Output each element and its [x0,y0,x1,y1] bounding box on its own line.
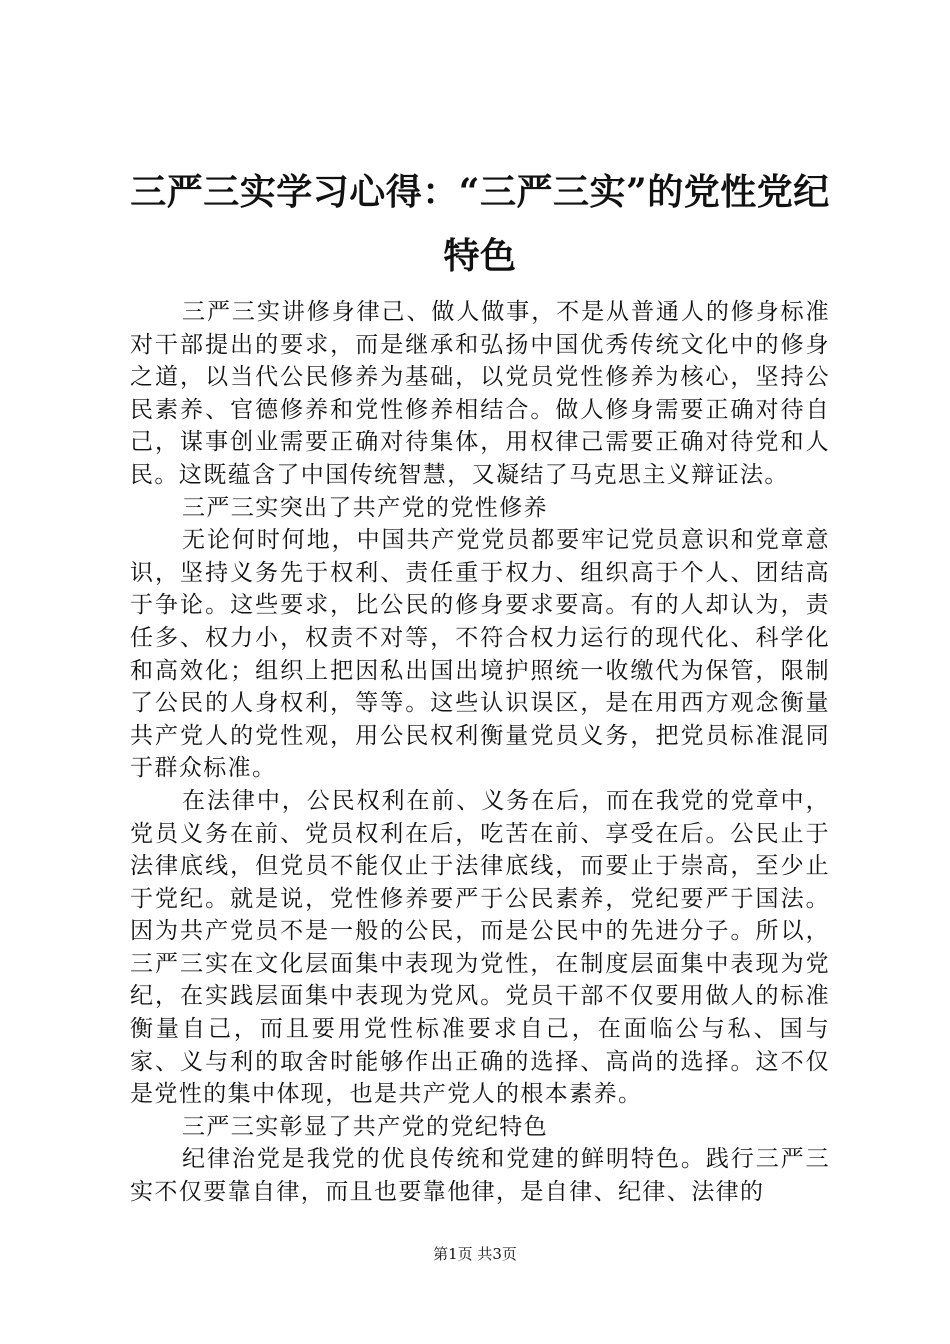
paragraph-law-and-discipline: 在法律中，公民权利在前、义务在后，而在我党的党章中，党员义务在前、党员权利在后，吃苦在前、享受在后。公民止于法律底线，但党员不能仅止于法律底线，而要止于崇高，至少止于党纪。就是说，党性修养要严于公民素养，党纪要严于国法。因为共产党员不是一般的公民，而是公民中的先进分子。所以，三严三实在文化层面集中表现为党性，在制度层面集中表现为党纪，在实践层面集中表现为党风。党员干部不仅要用做人的标准衡量自己，而且要用党性标准要求自己，在面临公与私、国与家、义与利的取舍时能够作出正确的选择、高尚的选择。这不仅是党性的集中体现，也是共产党人的根本素养。 [130,787,830,1108]
paragraph-discipline: 纪律治党是我党的优良传统和党建的鲜明特色。践行三严三实不仅要靠自律，而且也要靠他律，是自律、纪律、法律的 [130,1146,830,1206]
page-number-footer: 第1页 共3页 [433,1245,517,1263]
section-heading-party-discipline: 三严三实彰显了共产党的党纪特色 [182,1113,548,1140]
document-body [130,296,830,1209]
page-title [115,160,845,288]
paragraph-party-spirit: 无论何时何地，中国共产党党员都要牢记党员意识和党章意识，坚持义务先于权利、责任重于权力、组织高于个人、团结高于争论。这些要求，比公民的修身要求要高。有的人却认为，责任多、权力小，权责不对等，不符合权力运行的现代化、科学化和高效化；组织上把因私出国出境护照统一收缴代为保管，限制了公民的人身权利，等等。这些认识误区，是在用西方观念衡量共产党人的党性观，用公民权利衡量党员义务，把党员标准混同于群众标准。 [130,527,830,782]
paragraph-intro: 三严三实讲修身律己、做人做事，不是从普通人的修身标准对干部提出的要求，而是继承和弘扬中国优秀传统文化中的修身之道，以当代公民修养为基础，以党员党性修养为核心，坚持公民素养、官德修养和党性修养相结合。做人修身需要正确对待自己，谋事创业需要正确对待集体，用权律己需要正确对待党和人民。这既蕴含了中国传统智慧，又凝结了马克思主义辩证法。 [130,299,830,488]
title-line-2: 特色 [443,235,517,277]
section-heading-party-spirit: 三严三实突出了共产党的党性修养 [182,494,548,521]
title-line-1: 三严三实学习心得：“三严三实”的党性党纪 [130,171,830,213]
